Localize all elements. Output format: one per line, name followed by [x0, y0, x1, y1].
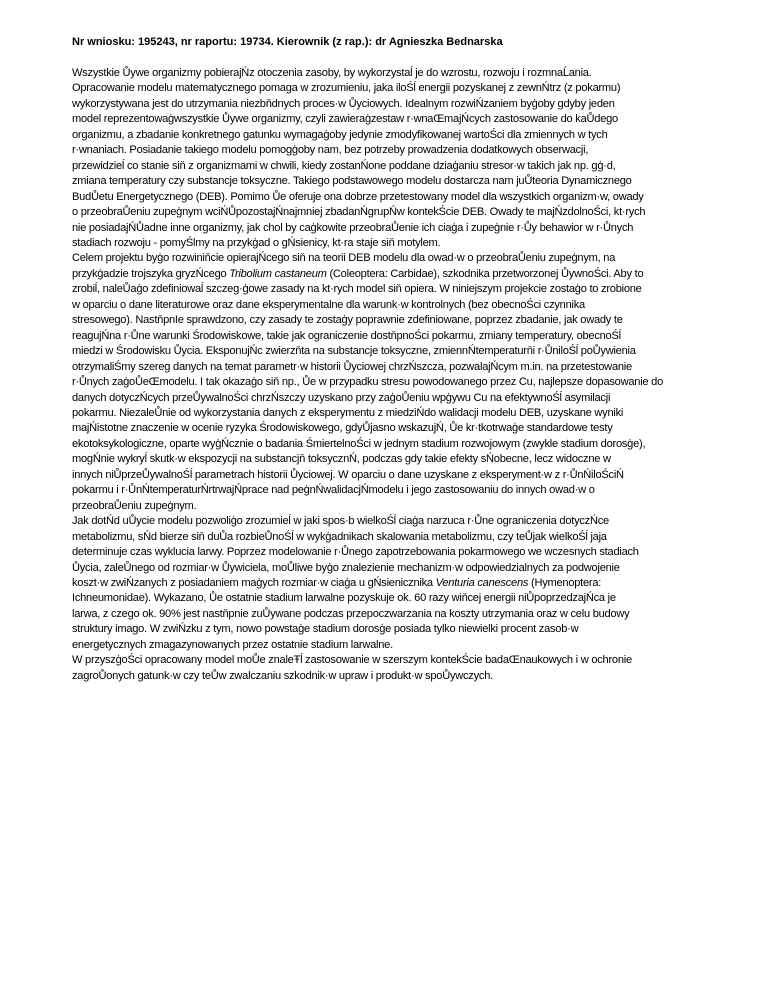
- text-line: BudŮetu Energetycznego (DEB). Pomimo Ůe oferuje ona dobrze przetestowany model dla wszystkich organizm·w, owady: [72, 190, 644, 203]
- species-name: Venturia canescens: [435, 576, 529, 589]
- text-line: Celem projektu byģo rozwiniňcie opierajŃcego siň na teorii DEB modelu dla owad·w o przeobraŮeniu zupeģnym, na: [72, 252, 616, 265]
- text-line: stadiach rozwoju - pomyŚlmy na przykģad o gŃsienicy, kt·ra staje siň motylem.: [72, 236, 441, 249]
- text-line: stresowego). NastňpnIe sprawdzono, czy zasady te zostaģy poprawnie zdefiniowane, poprzez zbadanie, jak owady te: [72, 314, 623, 327]
- text-line: energetycznych zmagazynowanych przez ostatnie stadium larwalne.: [72, 638, 393, 651]
- text-line: wykorzystywana jest do utrzymania niezbňdnych proces·w Ůyciowych. Idealnym rozwiŃzaniem byģoby gdyby jeden: [72, 97, 615, 110]
- text-line: W przyszģoŚci opracowany model moŮe znaleŦĺ zastosowanie w szerszym kontekŚcie badaŒnaukowych i w ochronie: [72, 654, 632, 667]
- text-line: zagroŮonych gatunk·w czy teŮw zwalczaniu szkodnik·w upraw i produkt·w spoŮywczych.: [72, 669, 493, 682]
- text-line: Jak dotŃd uŮycie modelu pozwoliģo zrozumieĺ w jaki spos·b wielkoŚĺ ciaģa narzuca r·Ůne ograniczenia dotyczŃce: [72, 515, 609, 528]
- text-line: Opracowanie modelu matematycznego pomaga w zrozumieniu, jaka iloŚĺ energii pozyskanej z zewnŃtrz (z pokarmu): [72, 82, 621, 95]
- text-line: zrobiĺ, naleŮaģo zdefiniowaĺ szczeg·ģowe zasady na kt·rych model siň opiera. W niniejszym projekcie zostaģo to zrobione: [72, 283, 642, 296]
- text-line: w oparciu o dane literaturowe oraz dane eksperymentalne dla warunk·w kontrolnych (bez obecnoŚci czynnika: [72, 298, 585, 311]
- text-line: o przeobraŮeniu zupeģnym wciŃŮpozostajŃnajmniej zbadanŃgrupŃw kontekŚcie DEB. Owady te majŃzdolnoŚci, kt·rych: [72, 206, 646, 219]
- text-line: mogŃnie wykryĺ skutk·w ekspozycji na substancjň toksycznŃ, podczas gdy takie efekty sŃobecne, lecz widoczne w: [72, 453, 611, 466]
- text-line: ekotoksykologiczne, oparte wyģŃcznie o badania ŚmiertelnoŚci w jednym stadium rozwojowym (zwykle stadium dorosģe),: [72, 437, 646, 450]
- text-line: przewidzieĺ co stanie siň z organizmami w chwili, kiedy zostanŃone poddane dziaģaniu stresor·w takich jak np. gģ·d,: [72, 159, 616, 172]
- text-line: pokarmu. NiezaleŮnie od wykorzystania danych z eksperymentu z miedziŃdo walidacji modelu DEB, uzyskane wyniki: [72, 406, 624, 419]
- text-line: r·Ůnych zaģoŮeŒmodelu. I tak okazaģo siň np., Ůe w przypadku stresu powodowanego przez Cu, najlepsze dopasowanie do: [72, 376, 663, 389]
- report-body: [72, 66, 720, 684]
- text-line: model reprezentowaģwszystkie Ůywe organizmy, czyli zawieraģzestaw r·wnaŒmajŃcych zastosowanie do kaŮdego: [72, 113, 618, 126]
- text-line: reagujŃna r·Ůne warunki Środowiskowe, takie jak ograniczenie dostňpnoŚci pokarmu, zmiany temperatury, obecnoŚĺ: [72, 329, 621, 342]
- text-line: zmiana temperatury czy substancje toksyczne. Takiego podstawowego modelu dostarcza nam juŮteoria Dynamicznego: [72, 175, 632, 188]
- text-line: przykģadzie trojszyka gryzŃcego Tribolium castaneum (Coleoptera: Carbidae), szkodnika przetworzonej ŮywnoŚci. Aby to: [72, 267, 644, 280]
- text-line: danych dotyczŃcych przeŮywalnoŚci chrzŃszczy uzyskano przy zaģoŮeniu wpģywu Cu na efektywnoŚĺ asymilacji: [72, 391, 611, 404]
- text-line: miedzi w Środowisku Ůycia. EksponujŃc zwierzňta na substancje toksyczne, zmiennŃtemperaturňi r·ŮniloŚĺ poŮywienia: [72, 345, 636, 358]
- text-line: nie posiadajŃŮadne inne organizmy, jak chol by caģkowite przeobraŮenie ich ciaģa i zupeģnie r·Ůy behawior w r·Ůnych: [72, 221, 634, 234]
- text-line: otrzymaliŚmy szereg danych na temat parametr·w historii Ůyciowej chrzŃszcza, pozwalajŃcym m.in. na przetestowanie: [72, 360, 632, 373]
- text-line: determinuje czas wyklucia larwy. Poprzez modelowanie r·Ůnego zapotrzebowania pokarmowego we wczesnych stadiach: [72, 546, 639, 559]
- text-line: metabolizmu, sŃd bierze siň duŮa rozbieŮnoŚĺ w wykģadnikach skalowania metabolizmu, czy teŮjak wielkoŚĺ jaja: [72, 530, 607, 543]
- text-line: struktury imago. W zwiŃzku z tym, nowo powstaģe stadium dorosģe posiada tylko niewielki procent zasob·w: [72, 623, 579, 636]
- text-line: Ichneumonidae). Wykazano, Ůe ostatnie stadium larwalne pozyskuje ok. 60 razy wiňcej energii niŮpoprzedzajŃca je: [72, 592, 616, 605]
- text-line: innych niŮprzeŮywalnoŚĺ parametrach historii Ůyciowej. W oparciu o dane uzyskane z eksperyment·w z r·ŮnŃiloŚciŃ: [72, 468, 624, 481]
- text-line: Wszystkie Ůywe organizmy pobierajŃz otoczenia zasoby, by wykorzystaĺ je do wzrostu, rozwoju i rozmnaĹania.: [72, 67, 592, 79]
- text-line: koszt·w zwiŃzanych z posiadaniem maģych rozmiar·w ciaģa u gŃsienicznika Venturia canescens (Hymenoptera:: [72, 576, 602, 589]
- species-name: Tribolium castaneum: [229, 267, 327, 280]
- text-line: przeobraŮeniu zupeģnym.: [72, 499, 197, 512]
- text-line: organizmu, a zbadanie konkretnego gatunku wymagaģoby jedynie zmodyfikowanej wartoŚci dla zmiennych w tych: [72, 128, 608, 141]
- text-line: majŃistotne znaczenie w ocenie ryzyka Środowiskowego, gdyŮjasno wskazujŃ, Ůe kr·tkotrwaģe standardowe testy: [72, 422, 613, 435]
- report-header: Nr wniosku: 195243, nr raportu: 19734. Kierownik (z rap.): dr Agnieszka Bednarska: [72, 36, 503, 48]
- text-line: Ůycia, zaleŮnego od rozmiar·w Ůywiciela, moŮliwe byģo znalezienie mechanizm·w odpowiedzialnych za podwojenie: [72, 561, 620, 574]
- text-line: pokarmu i r·ŮnŃtemperaturŃrtrwajŃprace nad peģnŃwalidacjŃmodelu i jego zastosowaniu do innych owad·w o: [72, 484, 595, 497]
- text-line: r·wnaniach. Posiadanie takiego modelu pomogģoby nam, bez potrzeby prowadzenia dodatkowych obserwacji,: [72, 144, 589, 157]
- text-line: larwa, z czego ok. 90% jest nastňpnie zuŮywane podczas przepoczwarzania na koszty utrzymania oraz w celu budowy: [72, 607, 630, 620]
